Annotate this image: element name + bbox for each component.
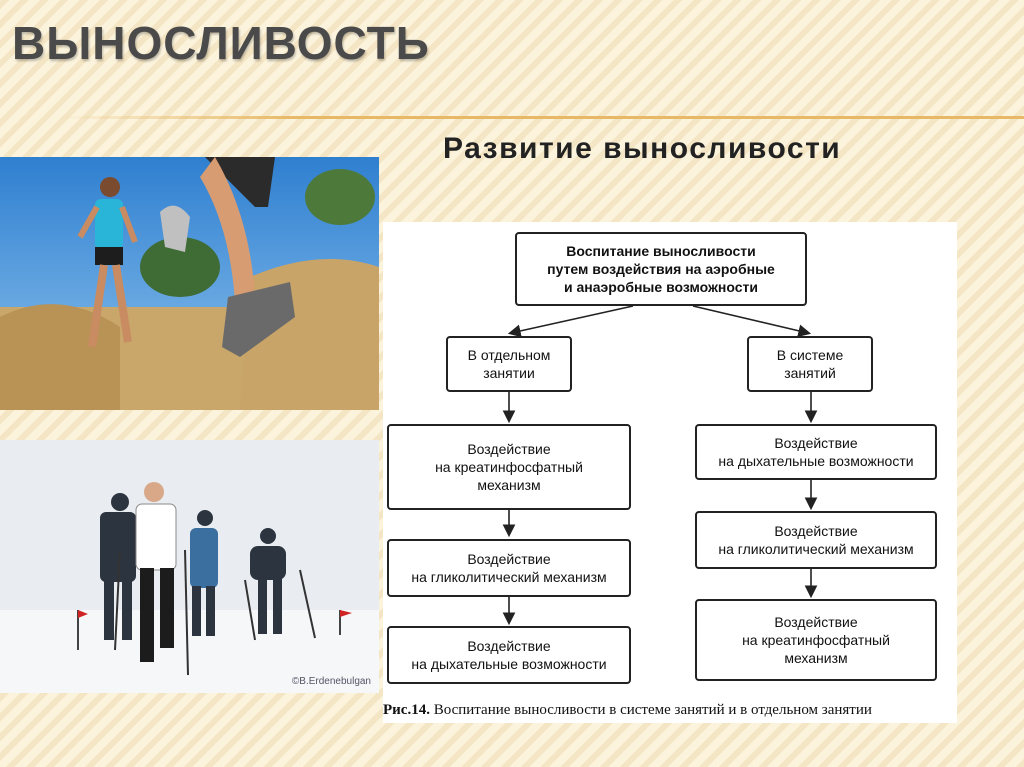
arrow-root-right xyxy=(693,306,808,333)
hiking-photo xyxy=(0,440,379,693)
right-step-1: Воздействие на дыхательные возможности xyxy=(695,424,937,480)
endurance-diagram xyxy=(383,222,957,723)
figure-caption xyxy=(383,702,957,719)
right-step-2: Воздействие на гликолитический механизм xyxy=(695,511,937,569)
title-divider xyxy=(60,116,1024,119)
left-step-1: Воздействие на креатинфосфатный механизм xyxy=(387,424,631,510)
left-step-2: Воздействие на гликолитический механизм xyxy=(387,539,631,597)
figure-caption-label: Рис.14. xyxy=(383,702,430,718)
arrow-root-left xyxy=(511,306,633,333)
photo-credit: ©B.Erdenebulgan xyxy=(291,676,371,687)
left-step-3: Воздействие на дыхательные возможности xyxy=(387,626,631,684)
slide-title: ВЫНОСЛИВОСТЬ xyxy=(12,17,430,69)
diagram-root-box: Воспитание выносливости путем воздействия на аэробные и анаэробные возможности xyxy=(515,232,807,306)
right-branch-box: В системе занятий xyxy=(747,336,873,392)
figure-caption-text: Воспитание выносливости в системе занятий и в отдельном занятии xyxy=(429,702,872,718)
left-branch-box: В отдельном занятии xyxy=(446,336,572,392)
slide-subtitle: Развитие выносливости xyxy=(443,132,842,165)
running-photo xyxy=(0,157,379,410)
right-step-3: Воздействие на креатинфосфатный механизм xyxy=(695,599,937,681)
